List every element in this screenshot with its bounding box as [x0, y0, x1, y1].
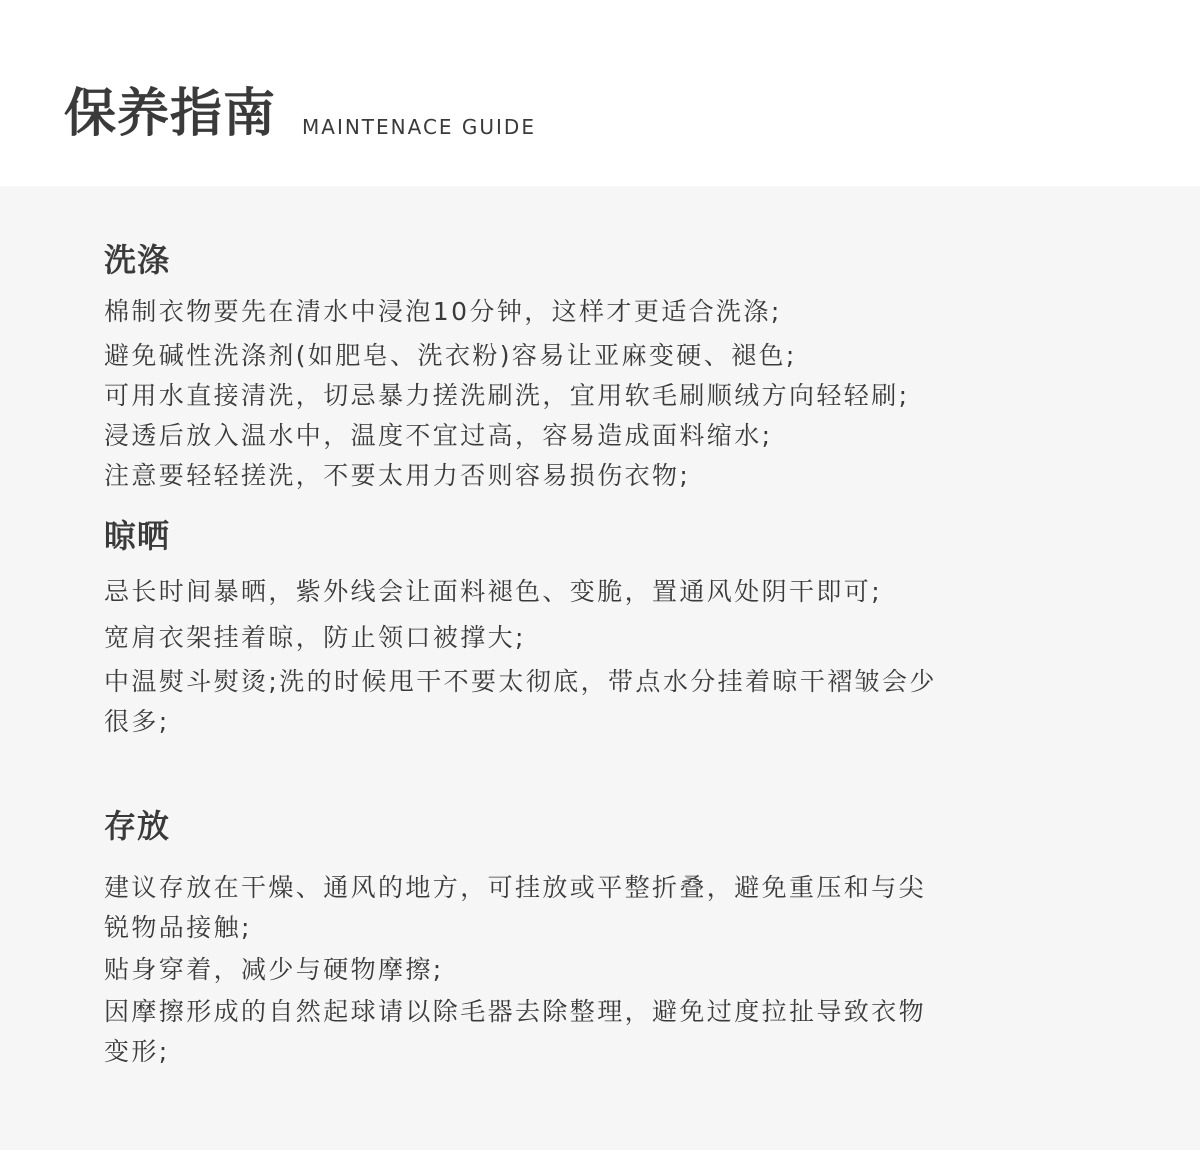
- guide-content: [0, 186, 1200, 1150]
- washing-line-3: 可用水直接清洗，切忌暴力搓洗刷洗，宜用软毛刷顺绒方向轻轻刷;: [104, 381, 910, 410]
- storage-line-2: 锐物品接触;: [104, 913, 252, 942]
- washing-line-2: 避免碱性洗涤剂(如肥皂、洗衣粉)容易让亚麻变硬、褪色;: [104, 341, 797, 370]
- page-subtitle: MAINTENACE GUIDE: [302, 115, 536, 139]
- page-header: [0, 0, 1200, 186]
- washing-line-4: 浸透后放入温水中，温度不宜过高，容易造成面料缩水;: [104, 421, 773, 450]
- section-title-washing: 洗涤: [104, 241, 171, 279]
- drying-line-3: 中温熨斗熨烫;洗的时候甩干不要太彻底，带点水分挂着晾干褶皱会少: [104, 667, 937, 696]
- storage-line-5: 变形;: [104, 1037, 170, 1066]
- drying-line-4: 很多;: [104, 707, 170, 736]
- storage-line-1: 建议存放在干燥、通风的地方，可挂放或平整折叠，避免重压和与尖: [104, 873, 927, 902]
- section-title-drying: 晾晒: [104, 517, 171, 555]
- drying-line-2: 宽肩衣架挂着晾，防止领口被撑大;: [104, 623, 526, 652]
- storage-line-3: 贴身穿着，减少与硬物摩擦;: [104, 955, 444, 984]
- drying-line-1: 忌长时间暴晒，紫外线会让面料褪色、变脆，置通风处阴干即可;: [104, 577, 883, 606]
- section-title-storage: 存放: [104, 807, 171, 845]
- page-title: 保养指南: [64, 84, 277, 144]
- washing-line-1: 棉制衣物要先在清水中浸泡10分钟，这样才更适合洗涤;: [104, 297, 782, 326]
- storage-line-4: 因摩擦形成的自然起球请以除毛器去除整理，避免过度拉扯导致衣物: [104, 997, 927, 1026]
- washing-line-5: 注意要轻轻搓洗，不要太用力否则容易损伤衣物;: [104, 461, 691, 490]
